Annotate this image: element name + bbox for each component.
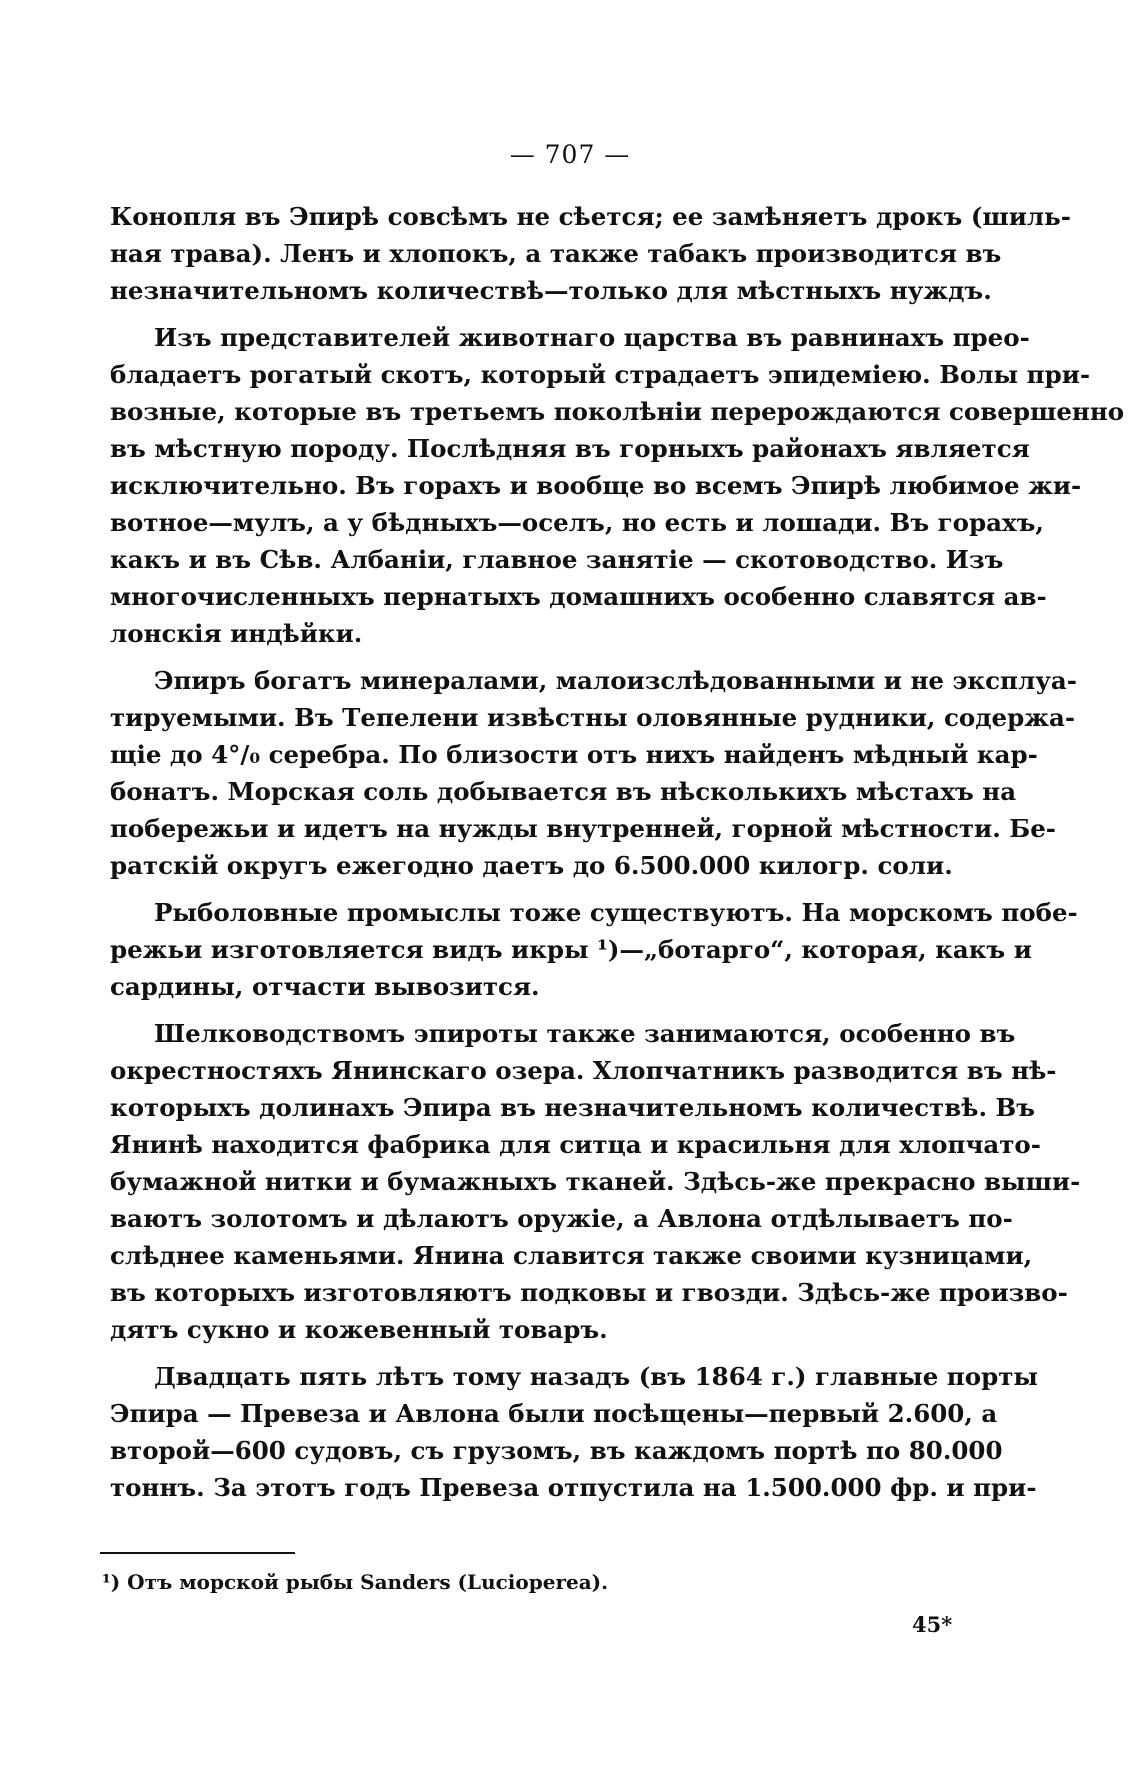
text-line: которыхъ долинахъ Эпира въ незначительномъ количествѣ. Въ	[110, 1093, 1036, 1122]
text-line: Рыболовные промыслы тоже существуютъ. На морскомъ побе-	[154, 898, 1078, 927]
text-line: Конопля въ Эпирѣ совсѣмъ не сѣется; ее замѣняетъ дрокъ (шиль-	[110, 202, 1071, 231]
text-line: тируемыми. Въ Тепелени извѣстны оловянные рудники, содержа-	[110, 703, 1076, 732]
text-line: въ которыхъ изготовляютъ подковы и гвозди. Здѣсь-же произво-	[110, 1278, 1068, 1307]
text-line: ваютъ золотомъ и дѣлаютъ оружіе, а Авлона отдѣлываетъ по-	[110, 1204, 1013, 1233]
text-line: Двадцать пять лѣтъ тому назадъ (въ 1864 г.) главные порты	[154, 1362, 1038, 1391]
text-line: ратскій округъ ежегодно даетъ до 6.500.000 килогр. соли.	[110, 851, 953, 880]
text-line: въ мѣстную породу. Послѣдняя въ горныхъ районахъ является	[110, 434, 1030, 463]
text-line: Эпира — Превеза и Авлона были посѣщены—первый 2.600, а	[110, 1399, 998, 1428]
paragraph	[110, 319, 1125, 652]
text-line: какъ и въ Сѣв. Албаніи, главное занятіе — скотоводство. Изъ	[110, 545, 1004, 574]
paragraph	[110, 198, 1071, 309]
text-line: второй—600 судовъ, съ грузомъ, въ каждомъ портѣ по 80.000	[110, 1436, 1003, 1465]
text-line: окрестностяхъ Янинскаго озера. Хлопчатникъ разводится въ нѣ-	[110, 1056, 1057, 1085]
paragraph	[110, 1015, 1081, 1348]
body-text	[110, 198, 1125, 1516]
text-line: Янинѣ находится фабрика для ситца и красильня для хлопчато-	[110, 1130, 1041, 1159]
paragraph	[110, 1358, 1038, 1506]
text-line: побережьи и идетъ на нужды внутренней, горной мѣстности. Бе-	[110, 814, 1056, 843]
text-line: бумажной нитки и бумажныхъ тканей. Здѣсь-же прекрасно выши-	[110, 1167, 1081, 1196]
footnote: ¹) Отъ морской рыбы Sanders (Lucioperea).	[102, 1570, 609, 1594]
text-line: незначительномъ количествѣ—только для мѣстныхъ нуждъ.	[110, 276, 992, 305]
text-line: тоннъ. За этотъ годъ Превеза отпустила на 1.500.000 фр. и при-	[110, 1473, 1037, 1502]
text-line: щіе до 4°/₀ серебра. По близости отъ нихъ найденъ мѣдный кар-	[110, 740, 1038, 769]
text-line: ная трава). Ленъ и хлопокъ, а также табакъ производится въ	[110, 239, 1002, 268]
text-line: режьи изготовляется видъ икры ¹)—„ботарго“, которая, какъ и	[110, 935, 1032, 964]
paragraph	[110, 894, 1078, 1005]
text-line: Эпиръ богатъ минералами, малоизслѣдованными и не эксплуа-	[154, 666, 1077, 695]
page-number: — 707 —	[509, 140, 631, 169]
paragraph	[110, 662, 1077, 884]
signature-mark: 45*	[912, 1612, 953, 1637]
text-line: бонатъ. Морская соль добывается въ нѣсколькихъ мѣстахъ на	[110, 777, 1017, 806]
text-line: многочисленныхъ пернатыхъ домашнихъ особенно славятся ав-	[110, 582, 1047, 611]
text-line: Шелководствомъ эпироты также занимаются, особенно въ	[154, 1019, 1016, 1048]
text-line: сардины, отчасти вывозится.	[110, 972, 540, 1001]
text-line: слѣднее каменьями. Янина славится также своими кузницами,	[110, 1241, 1033, 1270]
text-line: лонскія индѣйки.	[110, 619, 363, 648]
text-line: дятъ сукно и кожевенный товаръ.	[110, 1315, 608, 1344]
text-line: Изъ представителей животнаго царства въ равнинахъ прео-	[154, 323, 1030, 352]
text-line: возные, которые въ третьемъ поколѣніи перерождаются совершенно	[110, 397, 1125, 426]
text-line: вотное—мулъ, а у бѣдныхъ—оселъ, но есть и лошади. Въ горахъ,	[110, 508, 1044, 537]
text-line: бладаетъ рогатый скотъ, который страдаетъ эпидеміею. Волы при-	[110, 360, 1091, 389]
footnote-divider	[100, 1552, 295, 1554]
text-line: исключительно. Въ горахъ и вообще во всемъ Эпирѣ любимое жи-	[110, 471, 1082, 500]
